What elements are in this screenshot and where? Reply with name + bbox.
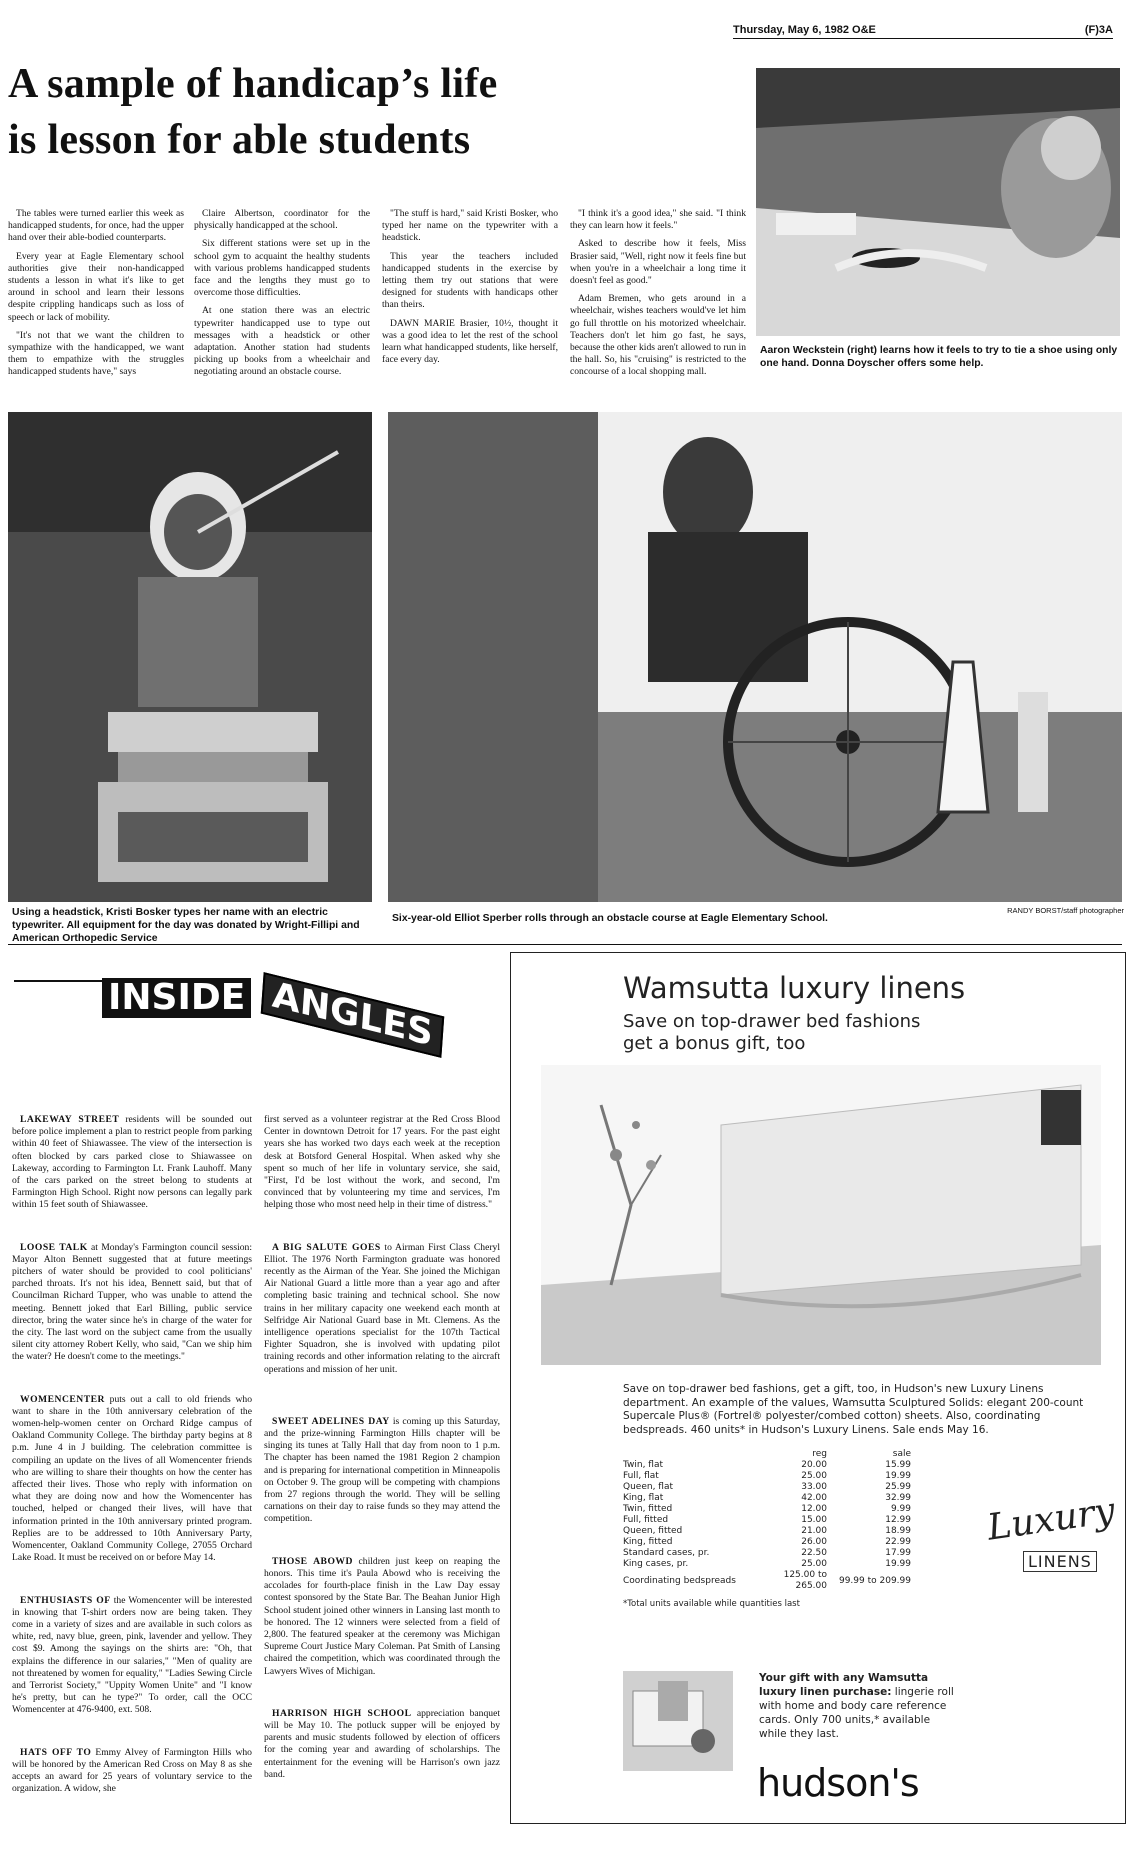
ad-body-copy: Save on top-drawer bed fashions, get a gift, too, in Hudson's new Luxury Linens department. An example of the values, Wamsutta Sculptured Solids: elegant 200-count Supercale Plus® (Fortrel® polyester/combed cotton) sheets. Also, coordinating bedspreads. 460 units* in Hudson's Luxury Linens. Sale ends May 16. [623,1383,1084,1436]
story-paragraph: Every year at Eagle Elementary school authorities give their non-handicapped students a lesson in what it's like to get around in school and learn their lessons despite crippling handicaps such as loss of speech or lack of mobility. [8,250,184,323]
story-column-3 [382,208,558,372]
price-row [623,1471,915,1482]
price-row [623,1526,915,1537]
price-cell: 22.50 [801,1548,827,1558]
headline-line-1: A sample of handicap’s life [8,61,498,107]
brief-text: to Airman First Class Cheryl Elliot. The 1976 North Farmington graduate was honored recently as the Airman of the Year. She joined the Michigan Air National Guard a little more than a year ago and after completing basic training and technical school. She now trains in her military capacity one weekend each month at Selfridge Air National Guard base in Mt. Clemens. As the intelligence operations specialist for the 107th Tactical Fighter Squadron, she is involved with updating pilot training records and other information relating to the aircraft operations and mission of her unit. [264,1241,500,1375]
photo-shoe-tying-image [756,68,1120,336]
logo-rule-left [14,980,109,982]
brief-text: appreciation banquet will be May 10. The potluck supper will be enjoyed by parents and music students followed by election of officers for the coming year and awarding of scholarships. The entertainment for the evening will be Harrison's own jazz band. [264,1707,500,1780]
price-table [623,1449,915,1592]
headline [8,56,748,168]
wamsutta-advertisement [510,952,1126,1824]
price-cell: 33.00 [801,1482,827,1492]
gift-offer [759,1671,959,1741]
brief-item [264,1708,500,1781]
inside-angles-logo [14,974,435,1055]
price-row [623,1482,915,1493]
story-paragraph: Six different stations were set up in the school gym to acquaint the healthy students with various problems handicapped students face and the lengths they must go to overcome those difficulties. [194,238,370,299]
price-cell: 42.00 [801,1493,827,1503]
price-table-wrapper [623,1449,963,1612]
price-cell: 9.99 [890,1504,911,1514]
brief-text: residents will be sounded out before police implement a plan to restrict people from parking within 40 feet of Shiawassee. The view of the intersection is often blocked by cars parked close to Shiawassee on Lakeway, according to Farmington Lt. Frank Lauhoff. Many of the cars parked on the street belong to students at Farmington High School. Right now persons can legally park within 15 feet south of Shiawassee. [12,1114,252,1211]
ad-subtitle-2: get a bonus gift, too [623,1033,806,1054]
price-cell: 20.00 [801,1460,827,1470]
price-cell: 125.00 to 265.00 [783,1570,827,1591]
price-row [623,1559,915,1570]
price-cell: 32.99 [885,1493,911,1503]
brief-text: puts out a call to old friends who want to share in the 10th anniversary celebration of the women-help-women center on Orchard Ridge campus of Oakland Community College. The birthday party begins at 8 p.m. June 4 in J building. The celebration committee is compiling an update on the lives of all Womencenter friends who are willing to share their thoughts on how the center has affected their lives. Those who reply with information on what they are doing now and how the Womencenter has touched, helped or changed their lives, will have that information printed in the 10th anniversary printed program. Replies are to be addressed to 10th Anniversary Party, Womencenter, Oakland Community College, 27055 Orchard Lake Road. It must be received on or before May 14. [12,1393,252,1564]
hudsons-logo: hudson's [757,1761,919,1805]
story-paragraph: "The stuff is hard," said Kristi Bosker, who typed her name on the typewriter with a headstick. [382,208,558,244]
brief-item [12,1242,252,1364]
price-row [623,1570,915,1592]
price-cell: 99.99 to 209.99 [838,1575,911,1586]
brief-text: the Womencenter will be interested in knowing that T-shirt orders now are being taken. They come in a variety of sizes and are available in such colors as white, red, navy blue, green, pink, lavender and yellow. They cost $9. Among the sayings on the shirts are: "Oh, that explains the difference in our salaries," "Men of quality are not threatened by women for equality," "Ladies Sewing Circle and Terrorist Society," "Uppity Women Unite" and "I know he's pretty, but can he type?" To order, call the OCC Womencenter at 476-9400, ext. 508. [12,1594,252,1716]
brief-lead: HATS OFF TO [20,1746,92,1758]
inside-word: INSIDE [102,978,251,1018]
ad-footnote: *Total units available while quantities last [623,1599,800,1609]
caption-shoe-tying: Aaron Weckstein (right) learns how it feels to try to tie a shoe using only one hand. Donna Doyscher offers some help. [760,345,1118,369]
price-cell: 21.00 [801,1526,827,1536]
headline-line-2: is lesson for able students [8,117,471,163]
page-number: (F)3A [1084,24,1113,36]
ad-subtitle-1: Save on top-drawer bed fashions [623,1011,921,1032]
price-cell: Twin, fitted [623,1504,673,1514]
price-cell: Standard cases, pr. [623,1548,710,1558]
price-cell: 19.99 [885,1559,911,1569]
section-divider [8,944,1122,945]
story-paragraph: "I think it's a good idea," she said. "I think they can learn how it feels." [570,208,746,232]
story-paragraph: DAWN MARIE Brasier, 10½, thought it was a good idea to let the rest of the school learn what handicapped students, like herself, face every day. [382,317,558,366]
brief-text: is coming up this Saturday, and the prize-winning Farmington Hills chapter will be singing its tunes at Tally Hall that day from noon to 1 p.m. The chapter has been named the 1981 Region 2 champion and is preparing for international competition in Minneapolis on October 9. The group will be competing with champions from 27 regions through the world. They will be selling carnations on their day to raise funds so they may attend the competition. [264,1415,500,1525]
story-paragraph: The tables were turned earlier this week as handicapped students, for once, had the upper hand over their able-bodied counterparts. [8,208,184,244]
brief-lead: A BIG SALUTE GOES [272,1241,381,1253]
brief-item [264,1416,500,1526]
luxury-linens-logo [983,1490,1118,1589]
brief-item [264,1114,500,1212]
story-paragraph: Asked to describe how it feels, Miss Brasier said, "Well, right now it feels fine but when you're in a wheelchair a long time it doesn't feel as good." [570,238,746,287]
brief-lead: LAKEWAY STREET [20,1114,120,1125]
price-cell: Full, fitted [623,1515,669,1525]
price-cell: 12.99 [885,1515,911,1525]
photo-wheelchair-image [388,412,1122,902]
price-cell: 19.99 [885,1471,911,1481]
brief-lead: ENTHUSIASTS OF [20,1594,111,1606]
price-cell: Coordinating bedspreads [623,1575,736,1586]
photo-shoe-tying [756,68,1120,336]
price-cell: 12.00 [801,1504,827,1514]
brief-lead: WOMENCENTER [20,1393,105,1405]
price-cell: Queen, flat [623,1482,674,1492]
gift-offer-text: lingerie roll with home and body care reference cards. Only 700 units,* available while they last. [759,1686,954,1740]
caption-wheelchair: Six-year-old Elliot Sperber rolls through an obstacle course at Eagle Elementary School. [392,913,828,924]
brief-lead: SWEET ADELINES DAY [272,1415,390,1427]
ad-title: Wamsutta luxury linens [623,971,966,1005]
price-row [623,1493,915,1504]
price-cell: 22.99 [885,1537,911,1547]
brief-item [264,1556,500,1678]
price-row [623,1515,915,1526]
issue-date: Thursday, May 6, 1982 O&E [733,24,876,36]
dateline [733,24,1113,36]
story-paragraph: Claire Albertson, coordinator for the physically handicapped at the school. [194,208,370,232]
price-row [623,1504,915,1515]
brief-lead: LOOSE TALK [20,1241,88,1253]
header-rule [733,38,1113,39]
brief-item [12,1394,252,1565]
photo-typewriter-image [8,412,372,902]
brief-item [264,1242,500,1376]
brief-text: Emmy Alvey of Farmington Hills who will be honored by the American Red Cross on May 8 as she accepts an award for 25 years of voluntary service to the organization. A widow, she [12,1746,252,1795]
photo-credit: RANDY BORST/staff photographer [1007,906,1124,915]
price-cell: 15.00 [801,1515,827,1525]
price-cell: 25.00 [801,1471,827,1481]
price-cell: King, flat [623,1493,664,1503]
price-cell: 25.00 [801,1559,827,1569]
price-row [623,1460,915,1471]
price-cell: King cases, pr. [623,1559,689,1569]
story-column-2 [194,208,370,385]
brief-text: at Monday's Farmington council session: Mayor Alton Bennett suggested that at future meetings pitchers of water should be provided to cool politicians' parched throats. It's not his idea, Bennett said, but that of Councilman Richard Tupper, who was unable to attend the meeting. Bennett joked that Earl Billing, public service director, bring the water since he's in charge of the water for the city. The last word on the subject came from the usually silent city attorney Robert Kelly, who said, "Can we ship him the water? He doesn't come to the meetings." [12,1241,253,1363]
price-row [623,1537,915,1548]
price-cell: 26.00 [801,1537,827,1547]
linens-caps: LINENS [1023,1551,1097,1572]
price-cell: 17.99 [885,1548,911,1558]
price-table-header [623,1449,915,1460]
caption-typewriter: Using a headstick, Kristi Bosker types her name with an electric typewriter. All equipment for the day was donated by Wright-Fillipi and American Orthopedic Service [12,907,360,944]
price-cell: Full, flat [623,1471,659,1481]
story-column-1 [8,208,184,385]
price-cell: King, fitted [623,1537,673,1547]
story-paragraph: This year the teachers included handicapped students in the exercise by letting them try out stations that were designed for students with handicaps other than theirs. [382,250,558,311]
story-paragraph: "It's not that we want the children to sympathize with the handicapped, we want them to empathize with the struggles handicapped students have," says [8,329,184,378]
ad-product-image [541,1065,1101,1365]
price-cell: Twin, flat [623,1460,664,1470]
brief-text: first served as a volunteer registrar at the Red Cross Blood Center in downtown Detroit for 17 years. For the past eight years she has worked two days each week at the reception desk at Botsford General Hospital. When asked why she spent so much of her life in voluntary service, she said, "First, I'd be lost without the work, and second, I'm convinced that by volunteering my time and services, I'm helping those who most need help in their time of distress." [264,1114,500,1211]
angles-word: ANGLES [261,972,444,1058]
brief-text: children just keep on reaping the honors. This time it's Paula Abowd who is receiving the accolades for fourth-place finish in the Law Day essay contest sponsored by the State Bar. The Beahan Junior High School student joined other winners in Lansing last month to be honored. The 12 winners were selected from a field of 2,800. The featured speaker at the ceremony was Michigan Supreme Court Justice Mary Coleman. Pat Smith of Lansing chaired the competition, which was coordinated through the Lawyers Wives of Michigan. [264,1555,500,1677]
price-cell: Queen, fitted [623,1526,683,1536]
story-paragraph: At one station there was an electric typewriter handicapped use to type out messages with a headstick or other adaptation. Another station had students picking up books from a wheelchair and negotiating around an obstacle course. [194,305,370,378]
gift-photo [623,1671,733,1771]
luxury-script: Luxury [984,1490,1118,1549]
sale-header: sale [892,1449,911,1459]
price-cell: 25.99 [885,1482,911,1492]
price-cell: 15.99 [885,1460,911,1470]
gift-offer-bold: Your gift with any Wamsutta luxury linen purchase: [759,1672,929,1698]
brief-item [12,1747,252,1796]
inside-angles-column-2 [264,1114,500,1787]
brief-item [12,1114,252,1212]
gift-image [623,1671,733,1771]
inside-angles-column-1 [12,1114,252,1801]
brief-lead: HARRISON HIGH SCHOOL [272,1707,412,1719]
brief-item [12,1595,252,1717]
ad-product-photo [541,1065,1101,1365]
price-cell: 18.99 [885,1526,911,1536]
brief-lead: THOSE ABOWD [272,1555,353,1567]
photo-wheelchair [388,412,1122,902]
reg-header: reg [812,1449,827,1459]
price-row [623,1548,915,1559]
photo-typewriter [8,412,372,902]
story-paragraph: Adam Bremen, who gets around in a wheelchair, wishes teachers would've let him go full throttle on his motorized wheelchair. Teachers don't let him go fast, he says, because the other kids aren't allowed to run in the hall. So, his "cruising" is restricted to the concourse of a local shopping mall. [570,293,746,378]
story-column-4 [570,208,746,385]
